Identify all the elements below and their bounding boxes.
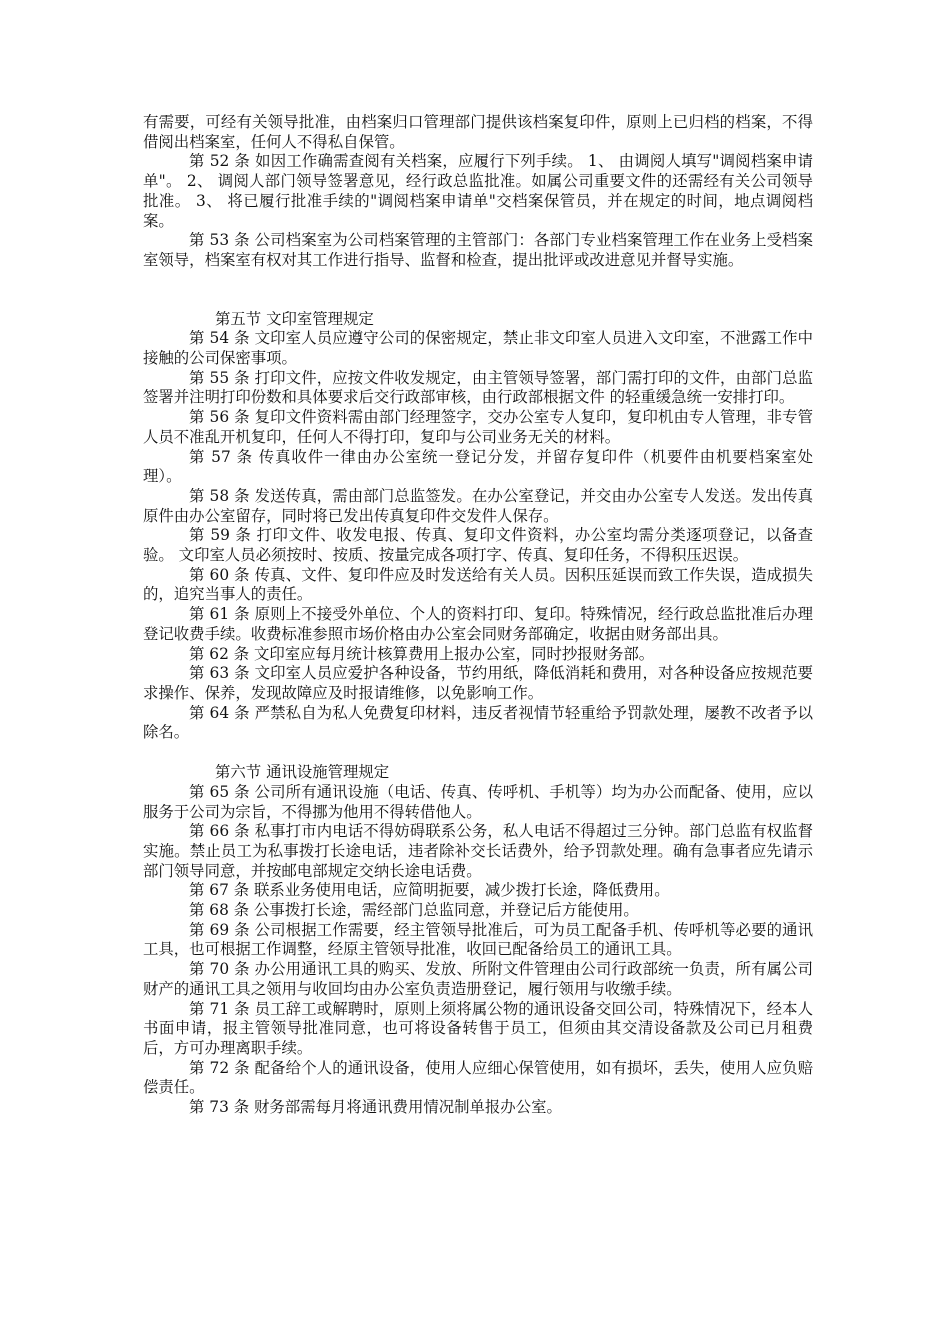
- article-62: 第 62 条 文印室应每月统计核算费用上报办公室，同时抄报财务部。: [189, 644, 655, 663]
- article-60: 第 60 条 传真、文件、复印件应及时发送给有关人员。因积压延误而致工作失误，造成损失的，追究当事人的责任。: [143, 565, 813, 604]
- document-page: [143, 113, 813, 1118]
- article-63: 第 63 条 文印室人员应爱护各种设备，节约用纸，降低消耗和费用，对各种设备应按规范要求操作、保养，发现故障应及时报请维修，以免影响工作。: [143, 664, 813, 702]
- article-66: 第 66 条 私事打市内电话不得妨碍联系公务，私人电话不得超过三分钟。部门总监有权监督实施。禁止员工为私事拨打长途电话，违者除补交长话费外，给予罚款处理。确有急事者应先请示部门领导同意，并按邮电部规定交纳长途电话费。: [143, 822, 813, 880]
- article-59: 第 59 条 打印文件、收发电报、传真、复印文件资料，办公室均需分类逐项登记，以备查验。 文印室人员必须按时、按质、按量完成各项打字、传真、复印任务，不得积压迟误。: [143, 526, 813, 565]
- article-68: 第 68 条 公事拨打长途，需经部门总监同意，并登记后方能使用。: [189, 901, 639, 920]
- section-5-title: 第五节 文印室管理规定: [215, 309, 374, 328]
- article-57: 第 57 条 传真收件一律由办公室统一登记分发，并留存复印件（机要件由机要档案室处理）。: [143, 447, 813, 486]
- article-52: 第 52 条 如因工作确需查阅有关档案，应履行下列手续。 1、 由调阅人填写"调阅档案申请单"。 2、 调阅人部门领导签署意见，经行政总监批准。如属公司重要文件的还需经有关公司领导批准。 3、 将已履行批准手续的"调阅档案申请单"交档案保管员，并在规定的时间，地点调阅档案。: [143, 152, 813, 230]
- section-spacer: [143, 271, 813, 310]
- section-spacer: [143, 743, 813, 763]
- article-65: 第 65 条 公司所有通讯设施（电话、传真、传呼机、手机等）均为办公而配备、使用，应以服务于公司为宗旨，不得挪为他用不得转借他人。: [143, 782, 813, 821]
- article-71: 第 71 条 员工辞工或解聘时，原则上须将属公物的通讯设备交回公司，特殊情况下，经本人书面申请，报主管领导批准同意，也可将设备转售于员工，但须由其交清设备款及公司已月租费后，方可办理离职手续。: [143, 999, 813, 1057]
- article-72: 第 72 条 配备给个人的通讯设备，使用人应细心保管使用，如有损坏，丢失，使用人应负赔偿责任。: [143, 1058, 813, 1097]
- article-69: 第 69 条 公司根据工作需要，经主管领导批准后，可为员工配备手机、传呼机等必要的通讯工具，也可根据工作调整，经原主管领导批准，收回已配备给员工的通讯工具。: [143, 920, 813, 959]
- article-54: 第 54 条 文印室人员应遵守公司的保密规定，禁止非文印室人员进入文印室，不泄露工作中接触的公司保密事项。: [143, 329, 813, 368]
- opening-paragraph: 有需要，可经有关领导批准，由档案归口管理部门提供该档案复印件，原则上已归档的档案，不得借阅出档案室，任何人不得私自保管。: [143, 113, 813, 151]
- article-53: 第 53 条 公司档案室为公司档案管理的主管部门：各部门专业档案管理工作在业务上受档案室领导，档案室有权对其工作进行指导、监督和检查，提出批评或改进意见并督导实施。: [143, 231, 813, 269]
- article-58: 第 58 条 发送传真，需由部门总监签发。在办公室登记，并交由办公室专人发送。发出传真原件由办公室留存，同时将已发出传真复印件交发件人保存。: [143, 486, 813, 525]
- article-61: 第 61 条 原则上不接受外单位、个人的资料打印、复印。特殊情况，经行政总监批准后办理登记收费手续。收费标准参照市场价格由办公室会同财务部确定，收据由财务部出具。: [143, 605, 813, 643]
- article-55: 第 55 条 打印文件，应按文件收发规定，由主管领导签署，部门需打印的文件，由部门总监签署并注明打印份数和具体要求后交行政部审核，由行政部根据文件 的轻重缓急统一安排打印。: [143, 368, 813, 407]
- article-67: 第 67 条 联系业务使用电话，应简明扼要，减少拨打长途，降低费用。: [189, 881, 670, 900]
- article-56: 第 56 条 复印文件资料需由部门经理签字，交办公室专人复印，复印机由专人管理，非专管人员不准乱开机复印，任何人不得打印，复印与公司业务无关的材料。: [143, 408, 813, 446]
- article-73: 第 73 条 财务部需每月将通讯费用情况制单报办公室。: [189, 1098, 562, 1117]
- article-70: 第 70 条 办公用通讯工具的购买、发放、所附文件管理由公司行政部统一负责，所有属公司财产的通讯工具之领用与收回均由办公室负责造册登记，履行领用与收缴手续。: [143, 960, 813, 998]
- article-64: 第 64 条 严禁私自为私人免费复印材料，违反者视情节轻重给予罚款处理，屡教不改者予以除名。: [143, 703, 813, 742]
- section-6-title: 第六节 通讯设施管理规定: [215, 763, 390, 782]
